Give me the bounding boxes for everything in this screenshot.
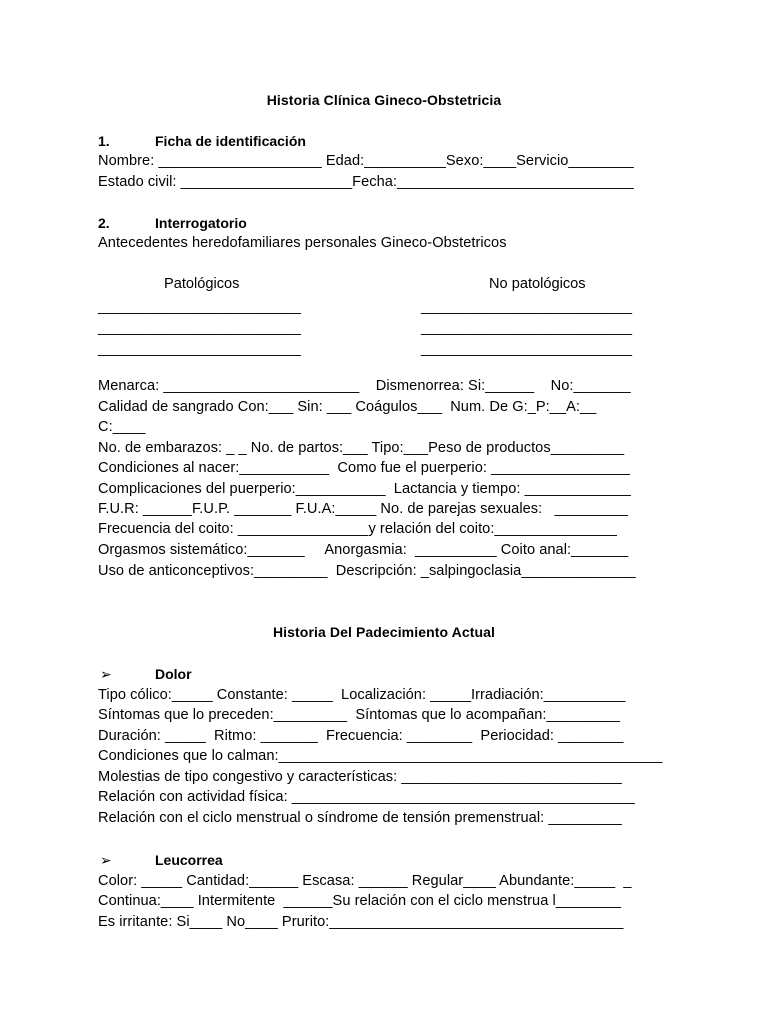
leucorrea-title: Leucorrea <box>155 852 223 868</box>
form-line-ciclo-menstrual: Relación con el ciclo menstrual o síndrome de tensión premenstrual: _________ <box>98 810 622 826</box>
dolor-heading <box>100 666 192 683</box>
form-line-estado-civil: Estado civil: _____________________Fecha:_____________________________ <box>98 174 634 190</box>
form-line-anticonceptivos: Uso de anticonceptivos:_________ Descripción: _salpingoclasia______________ <box>98 563 636 579</box>
form-line-cesareas: C:____ <box>98 419 146 435</box>
section-1-title: Ficha de identificación <box>155 133 306 149</box>
blank-line-no-patologicos: __________________________ <box>421 341 633 357</box>
blank-line-patologicos: _________________________ <box>98 320 301 336</box>
form-line-nombre: Nombre: ____________________ Edad:__________Sexo:____Servicio________ <box>98 153 634 169</box>
form-line-complicaciones: Complicaciones del puerperio:___________ Lactancia y tiempo: _____________ <box>98 481 631 497</box>
column-header-no-patologicos: No patológicos <box>489 276 586 292</box>
section-1-heading <box>98 133 306 149</box>
form-line-calidad-sangrado: Calidad de sangrado Con:___ Sin: ___ Coágulos___ Num. De G:_P:__A:__ <box>98 399 597 415</box>
blank-line-patologicos: _________________________ <box>98 341 301 357</box>
form-line-condiciones-calman: Condiciones que lo calman:_______________________________________________ <box>98 748 663 764</box>
blank-line-no-patologicos: __________________________ <box>421 299 633 315</box>
section-2-number: 2. <box>98 215 110 231</box>
blank-line-no-patologicos: __________________________ <box>421 320 633 336</box>
section-2-subtitle: Antecedentes heredofamiliares personales Gineco-Obstetricos <box>98 235 507 251</box>
form-line-actividad-fisica: Relación con actividad física: __________________________________________ <box>98 789 635 805</box>
arrow-bullet-icon: ➢ <box>100 666 112 682</box>
form-line-condiciones-nacer: Condiciones al nacer:___________ Como fue el puerperio: _________________ <box>98 460 630 476</box>
form-line-sintomas: Síntomas que lo preceden:_________ Síntomas que lo acompañan:_________ <box>98 707 621 723</box>
section-3-title: Historia Del Padecimiento Actual <box>272 624 496 640</box>
blank-line-patologicos: _________________________ <box>98 299 301 315</box>
arrow-bullet-icon: ➢ <box>100 852 112 868</box>
form-line-embarazos: No. de embarazos: _ _ No. de partos:___ Tipo:___Peso de productos_________ <box>98 440 625 456</box>
section-2-title: Interrogatorio <box>155 215 247 231</box>
form-line-tipo-colico: Tipo cólico:_____ Constante: _____ Localización: _____Irradiación:__________ <box>98 687 626 703</box>
form-line-orgasmos: Orgasmos sistemático:_______ Anorgasmia: __________ Coito anal:_______ <box>98 542 629 558</box>
document-title: Historia Clínica Gineco-Obstetricia <box>266 92 502 108</box>
column-header-patologicos: Patológicos <box>164 276 240 292</box>
dolor-title: Dolor <box>155 666 192 682</box>
form-line-fur: F.U.R: ______F.U.P. _______ F.U.A:_____ No. de parejas sexuales: _________ <box>98 501 629 517</box>
form-line-continua: Continua:____ Intermitente ______Su relación con el ciclo menstrua l________ <box>98 893 622 909</box>
form-line-menarca: Menarca: ________________________ Dismenorrea: Si:______ No:_______ <box>98 378 631 394</box>
form-line-duracion: Duración: _____ Ritmo: _______ Frecuencia: ________ Periocidad: ________ <box>98 728 624 744</box>
form-line-molestias: Molestias de tipo congestivo y características: ___________________________ <box>98 769 622 785</box>
form-line-irritante: Es irritante: Si____ No____ Prurito:____________________________________ <box>98 914 624 930</box>
section-1-number: 1. <box>98 133 110 149</box>
section-2-heading <box>98 215 247 231</box>
leucorrea-heading <box>100 852 223 869</box>
form-line-color: Color: _____ Cantidad:______ Escasa: ______ Regular____ Abundante:_____ _ <box>98 873 632 889</box>
form-line-frecuencia-coito: Frecuencia del coito: ________________y relación del coito:_______________ <box>98 521 617 537</box>
